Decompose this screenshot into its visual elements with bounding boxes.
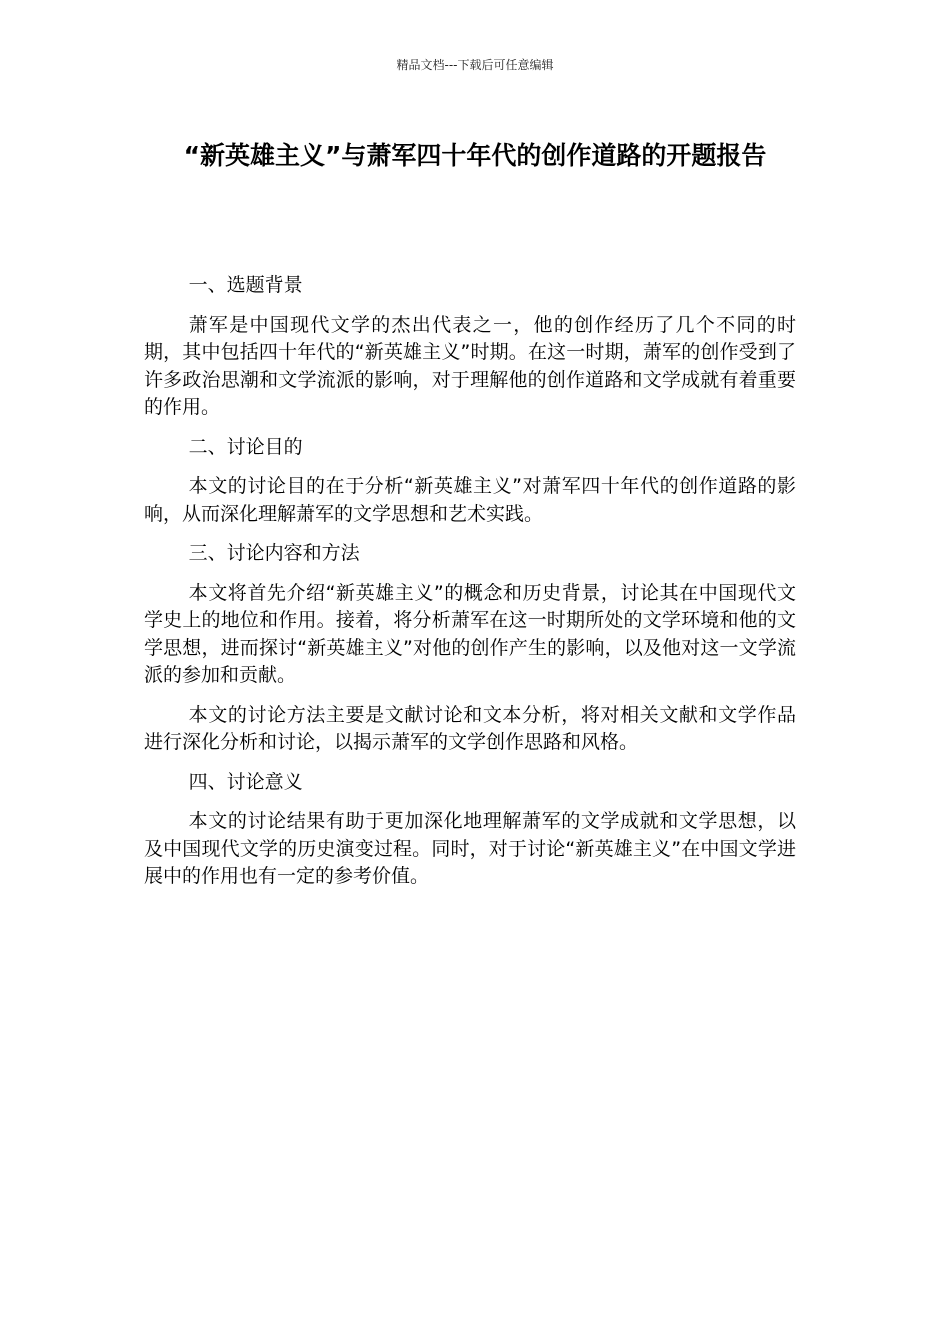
- document-body: [144, 272, 796, 903]
- section-heading-purpose: 二、讨论目的: [188, 435, 303, 458]
- paragraph-purpose: 本文的讨论目的在于分析“新英雄主义”对萧军四十年代的创作道路的影响，从而深化理解萧军的文学思想和艺术实践。: [144, 475, 796, 525]
- section-heading-significance: 四、讨论意义: [188, 770, 303, 793]
- paragraph-content: 本文将首先介绍“新英雄主义”的概念和历史背景，讨论其在中国现代文学史上的地位和作用。接着，将分析萧军在这一时期所处的文学环境和他的文学思想，进而探讨“新英雄主义”对他的创作产生的影响，以及他对这一文学流派的参加和贡献。: [144, 581, 796, 686]
- section-heading-content-method: 三、讨论内容和方法: [188, 542, 360, 564]
- paragraph-method: 本文的讨论方法主要是文献讨论和文本分析，将对相关文献和文学作品进行深化分析和讨论，以揭示萧军的文学创作思路和风格。: [144, 703, 796, 753]
- document-title: “新英雄主义”与萧军四十年代的创作道路的开题报告: [183, 141, 767, 170]
- page-header: 精品文档---下载后可任意编辑: [396, 58, 554, 72]
- paragraph-significance: 本文的讨论结果有助于更加深化地理解萧军的文学成就和文学思想，以及中国现代文学的历史演变过程。同时，对于讨论“新英雄主义”在中国文学进展中的作用也有一定的参考价值。: [144, 810, 796, 887]
- paragraph-background: 萧军是中国现代文学的杰出代表之一，他的创作经历了几个不同的时期，其中包括四十年代的“新英雄主义”时期。在这一时期，萧军的创作受到了许多政治思潮和文学流派的影响，对于理解他的创作道路和文学成就有着重要的作用。: [144, 313, 796, 418]
- section-heading-background: 一、选题背景: [188, 274, 303, 296]
